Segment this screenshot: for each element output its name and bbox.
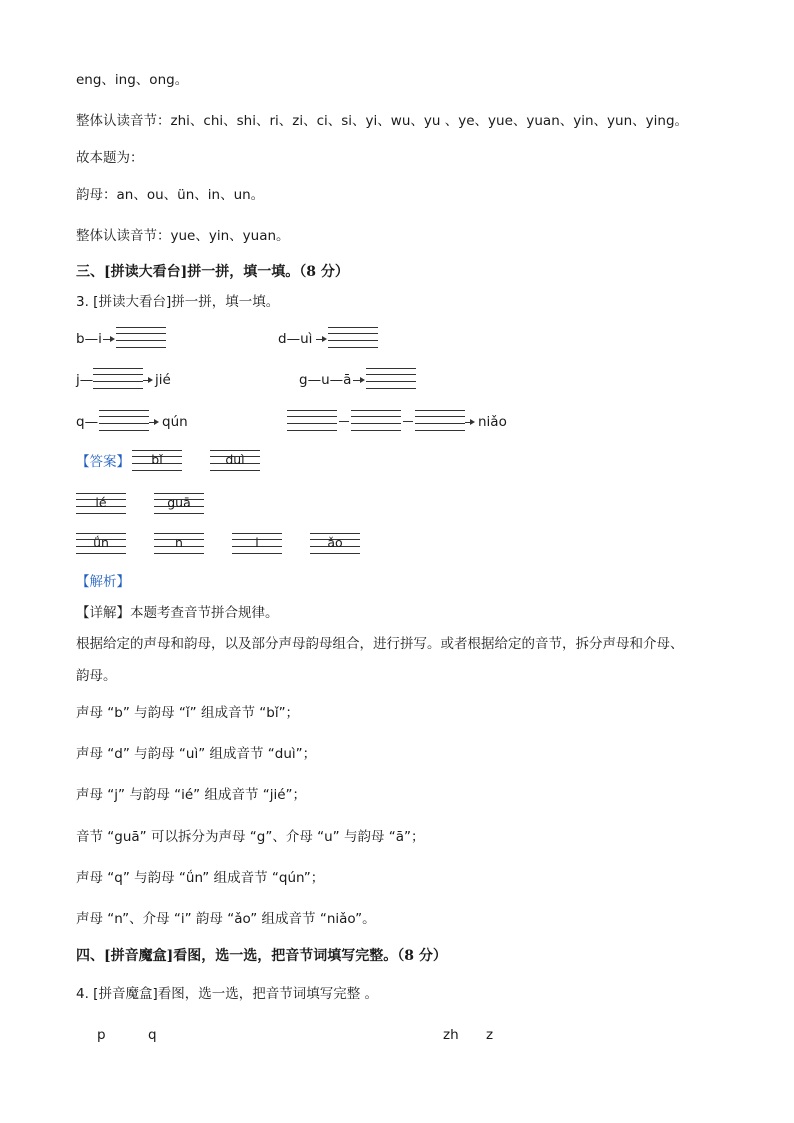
arrow-icon: [154, 419, 159, 425]
answer-text: ié: [95, 495, 107, 510]
pinyin-grid[interactable]: [287, 410, 337, 430]
section-heading: 三、[拼读大看台]拼一拼，填一填。（8 分）: [76, 264, 349, 280]
answer-text: i: [255, 535, 259, 550]
question-text: 3. [拼读大看台]拼一拼，填一填。: [76, 294, 280, 310]
answer-text: bǐ: [151, 452, 163, 467]
pinyin-prompt: j—: [76, 372, 94, 388]
pinyin-result: jié: [155, 372, 171, 388]
explanation-line: 声母 “b” 与韵母 “ǐ” 组成音节 “bǐ”；: [76, 705, 300, 721]
pinyin-result: qún: [162, 414, 188, 430]
dash-line: [339, 421, 349, 422]
text-line: 整体认读音节：yue、yin、yuan。: [76, 228, 290, 244]
answer-grid: [310, 533, 360, 553]
explanation-line: 声母 “j” 与韵母 “ié” 组成音节 “jié”；: [76, 787, 307, 803]
text-line: 韵母：an、ou、ün、in、un。: [76, 187, 265, 203]
pinyin-grid[interactable]: [93, 368, 143, 388]
option-text: q: [148, 1027, 157, 1043]
answer-grid: [76, 493, 126, 513]
answer-text: n: [175, 535, 183, 550]
answer-label: 【答案】: [76, 454, 130, 470]
detail-text: 【详解】本题考查音节拼合规律。: [76, 605, 279, 621]
paragraph: 韵母。: [76, 668, 117, 684]
answer-grid: [76, 533, 126, 553]
explanation-line: 声母 “q” 与韵母 “ǘn” 组成音节 “qún”；: [76, 870, 325, 886]
answer-grid: [232, 533, 282, 553]
answer-grid: [210, 450, 260, 470]
arrow-icon: [360, 377, 365, 383]
answer-text: duì: [225, 452, 245, 467]
section-heading: 四、[拼音魔盒]看图，选一选，把音节词填写完整。（8 分）: [76, 948, 447, 964]
explanation-line: 声母 “d” 与韵母 “uì” 组成音节 “duì”；: [76, 746, 317, 762]
pinyin-prompt: q—: [76, 414, 99, 430]
pinyin-grid[interactable]: [415, 410, 465, 430]
pinyin-prompt: d—uì: [278, 331, 313, 347]
pinyin-grid[interactable]: [99, 410, 149, 430]
option-text: zh: [443, 1027, 459, 1043]
pinyin-grid[interactable]: [366, 368, 416, 388]
explanation-line: 声母 “n”、介母 “i” 韵母 “ǎo” 组成音节 “niǎo”。: [76, 911, 376, 927]
answer-grid: [154, 493, 204, 513]
text-line: 故本题为：: [76, 150, 144, 166]
pinyin-grid[interactable]: [116, 327, 166, 347]
answer-text: ǘn: [93, 535, 109, 550]
answer-grid: [154, 533, 204, 553]
pinyin-grid[interactable]: [328, 327, 378, 347]
question-text: 4. [拼音魔盒]看图，选一选，把音节词填写完整 。: [76, 986, 378, 1002]
answer-text: ǎo: [327, 535, 343, 550]
text-line: 整体认读音节：zhi、chi、shi、ri、zi、ci、si、yi、wu、yu 、ye、yue、yuan、yin、yun、ying。: [76, 113, 689, 129]
arrow-icon: [470, 419, 475, 425]
option-text: p: [97, 1027, 106, 1043]
arrow-icon: [148, 377, 153, 383]
pinyin-grid[interactable]: [351, 410, 401, 430]
pinyin-prompt: b—i: [76, 331, 102, 347]
arrow-icon: [322, 336, 327, 342]
pinyin-prompt: g—u—ā: [299, 372, 352, 388]
paragraph: 根据给定的声母和韵母，以及部分声母韵母组合，进行拼写。或者根据给定的音节，拆分声母和介母、: [76, 636, 684, 652]
explanation-line: 音节 “guā” 可以拆分为声母 “g”、介母 “u” 与韵母 “ā”；: [76, 829, 425, 845]
dash-line: [403, 421, 413, 422]
analysis-label: 【解析】: [76, 574, 130, 590]
arrow-icon: [110, 336, 115, 342]
option-text: z: [486, 1027, 494, 1043]
answer-grid: [132, 450, 182, 470]
text-line: eng、ing、ong。: [76, 72, 189, 88]
answer-text: guā: [167, 495, 191, 510]
pinyin-result: niǎo: [478, 414, 507, 430]
